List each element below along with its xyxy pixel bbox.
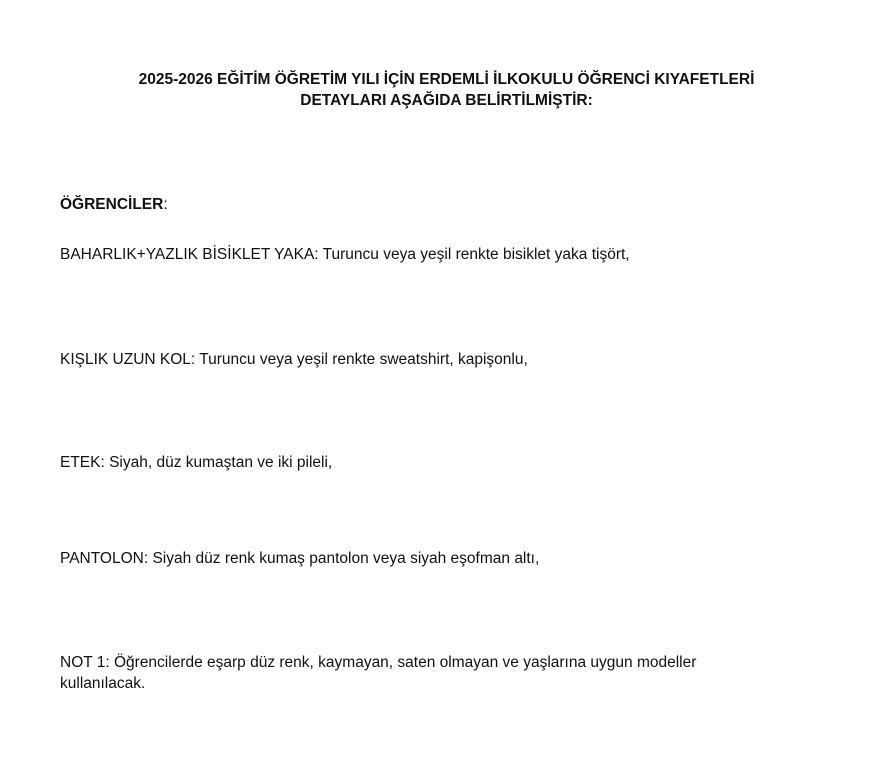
title-line-1: 2025-2026 EĞİTİM ÖĞRETİM YILI İÇİN ERDEMLİ İLKOKULU ÖĞRENCİ KIYAFETLERİ [138, 71, 755, 88]
list-item-winter-sweatshirt: KIŞLIK UZUN KOL: Turuncu veya yeşil renkte sweatshirt, kapişonlu, [60, 351, 528, 368]
section-heading-colon: : [163, 196, 168, 213]
section-heading-label: ÖĞRENCİLER [60, 196, 164, 213]
note-line-1: NOT 1: Öğrencilerde eşarp düz renk, kaymayan, saten olmayan ve yaşlarına uygun modeller [60, 654, 697, 671]
list-item-trousers: PANTOLON: Siyah düz renk kumaş pantolon veya siyah eşofman altı, [60, 550, 540, 567]
note-line-2: kullanılacak. [60, 675, 146, 692]
section-heading [60, 194, 168, 215]
list-item-skirt: ETEK: Siyah, düz kumaştan ve iki pileli, [60, 454, 333, 471]
title-line-2: DETAYLARI AŞAĞIDA BELİRTİLMİŞTİR: [300, 92, 593, 109]
document-title [60, 69, 833, 111]
list-item-summer-shirt: BAHARLIK+YAZLIK BİSİKLET YAKA: Turuncu veya yeşil renkte bisiklet yaka tişört, [60, 246, 630, 263]
note-paragraph [60, 652, 860, 694]
